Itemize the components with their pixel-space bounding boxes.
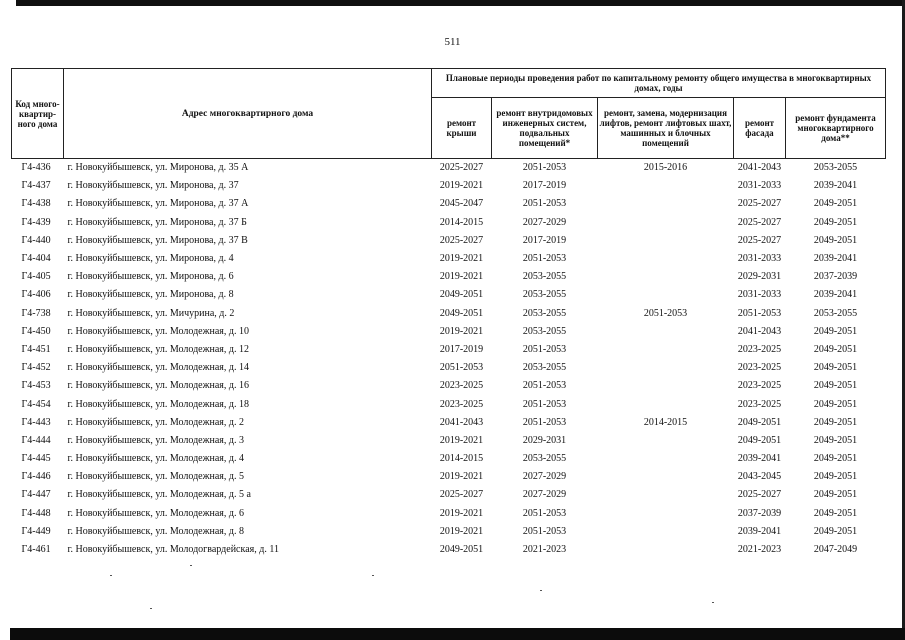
table-row (12, 505, 886, 523)
cell-roof: 2045-2047 (439, 198, 484, 210)
cell-systems: 2051-2053 (522, 507, 567, 519)
cell-address: г. Новокуйбышевск, ул. Молодогвардейская, д. 11 (67, 544, 279, 556)
cell-roof: 2049-2051 (439, 289, 484, 301)
table-row (12, 159, 886, 178)
cell-foundation: 2053-2055 (813, 307, 858, 319)
cell-roof: 2019-2021 (439, 434, 484, 446)
cell-elevators (598, 195, 734, 213)
cell-facade: 2031-2033 (737, 289, 782, 301)
cell-roof: 2019-2021 (439, 271, 484, 283)
cell-foundation: 2039-2041 (813, 180, 858, 192)
cell-systems: 2053-2055 (522, 271, 567, 283)
cell-address: г. Новокуйбышевск, ул. Миронова, д. 37 Б (67, 216, 247, 228)
cell-foundation: 2049-2051 (813, 380, 858, 392)
cell-systems: 2017-2019 (522, 234, 567, 246)
cell-facade: 2029-2031 (737, 271, 782, 283)
cell-foundation: 2049-2051 (813, 198, 858, 210)
cell-facade: 2037-2039 (737, 507, 782, 519)
cell-foundation: 2037-2039 (813, 271, 858, 283)
header-facade: ремонт фасада (734, 98, 786, 159)
cell-code: Г4-406 (21, 289, 51, 301)
cell-facade: 2049-2051 (737, 416, 782, 428)
header-work-periods: Плановые периоды проведения работ по капитальному ремонту общего имущества в многоквартирных домах, годы (432, 69, 886, 98)
cell-code: Г4-443 (21, 416, 51, 428)
cell-code: Г4-436 (21, 162, 51, 174)
cell-roof: 2017-2019 (439, 343, 484, 355)
header-code: Код много-квартир-ного дома (12, 69, 64, 159)
cell-elevators (598, 450, 734, 468)
cell-systems: 2017-2019 (522, 180, 567, 192)
cell-elevators (598, 268, 734, 286)
cell-elevators (598, 359, 734, 377)
cell-facade: 2023-2025 (737, 380, 782, 392)
table-row (12, 414, 886, 432)
cell-roof: 2023-2025 (439, 398, 484, 410)
cell-roof: 2019-2021 (439, 525, 484, 537)
cell-systems: 2021-2023 (522, 544, 567, 556)
capital-repair-schedule-table (11, 68, 886, 559)
cell-elevators (598, 486, 734, 504)
cell-systems: 2051-2053 (522, 398, 567, 410)
cell-roof: 2014-2015 (439, 453, 484, 465)
cell-systems: 2051-2053 (522, 525, 567, 537)
table-row (12, 177, 886, 195)
cell-systems: 2051-2053 (522, 253, 567, 265)
cell-code: Г4-738 (21, 307, 51, 319)
cell-foundation: 2049-2051 (813, 362, 858, 374)
cell-foundation: 2039-2041 (813, 253, 858, 265)
cell-elevators (598, 250, 734, 268)
cell-roof: 2023-2025 (439, 380, 484, 392)
cell-facade: 2041-2043 (737, 162, 782, 174)
cell-code: Г4-452 (21, 362, 51, 374)
table-row (12, 359, 886, 377)
cell-facade: 2023-2025 (737, 398, 782, 410)
cell-address: г. Новокуйбышевск, ул. Молодежная, д. 14 (67, 362, 249, 374)
cell-elevators: 2015-2016 (643, 162, 688, 174)
cell-address: г. Новокуйбышевск, ул. Молодежная, д. 6 (67, 507, 244, 519)
cell-systems: 2027-2029 (522, 489, 567, 501)
cell-address: г. Новокуйбышевск, ул. Молодежная, д. 10 (67, 325, 249, 337)
table-row (12, 214, 886, 232)
cell-roof: 2049-2051 (439, 544, 484, 556)
cell-address: г. Новокуйбышевск, ул. Миронова, д. 8 (67, 289, 234, 301)
cell-code: Г4-450 (21, 325, 51, 337)
cell-roof: 2019-2021 (439, 471, 484, 483)
cell-code: Г4-453 (21, 380, 51, 392)
cell-facade: 2039-2041 (737, 525, 782, 537)
cell-foundation: 2053-2055 (813, 162, 858, 174)
cell-facade: 2031-2033 (737, 180, 782, 192)
table-row (12, 286, 886, 304)
cell-code: Г4-461 (21, 544, 51, 556)
scan-border-bottom (10, 628, 905, 640)
cell-elevators (598, 541, 734, 559)
cell-elevators (598, 286, 734, 304)
cell-systems: 2051-2053 (522, 198, 567, 210)
cell-roof: 2019-2021 (439, 253, 484, 265)
cell-code: Г4-440 (21, 234, 51, 246)
cell-code: Г4-446 (21, 471, 51, 483)
table-row (12, 486, 886, 504)
cell-elevators (598, 177, 734, 195)
cell-address: г. Новокуйбышевск, ул. Молодежная, д. 5 (67, 471, 244, 483)
cell-facade: 2023-2025 (737, 362, 782, 374)
table-row (12, 523, 886, 541)
cell-systems: 2051-2053 (522, 416, 567, 428)
cell-address: г. Новокуйбышевск, ул. Миронова, д. 6 (67, 271, 234, 283)
cell-code: Г4-447 (21, 489, 51, 501)
cell-facade: 2025-2027 (737, 198, 782, 210)
cell-elevators (598, 432, 734, 450)
cell-elevators (598, 377, 734, 395)
cell-address: г. Новокуйбышевск, ул. Молодежная, д. 2 (67, 416, 244, 428)
table-row (12, 268, 886, 286)
cell-address: г. Новокуйбышевск, ул. Миронова, д. 37 В (67, 234, 248, 246)
cell-facade: 2051-2053 (737, 307, 782, 319)
cell-code: Г4-438 (21, 198, 51, 210)
cell-code: Г4-448 (21, 507, 51, 519)
cell-code: Г4-451 (21, 343, 51, 355)
cell-roof: 2019-2021 (439, 180, 484, 192)
cell-foundation: 2049-2051 (813, 471, 858, 483)
cell-foundation: 2039-2041 (813, 289, 858, 301)
cell-foundation: 2049-2051 (813, 343, 858, 355)
cell-code: Г4-454 (21, 398, 51, 410)
cell-systems: 2027-2029 (522, 471, 567, 483)
cell-systems: 2029-2031 (522, 434, 567, 446)
cell-foundation: 2049-2051 (813, 398, 858, 410)
cell-foundation: 2049-2051 (813, 434, 858, 446)
scan-border-top (16, 0, 903, 6)
cell-facade: 2041-2043 (737, 325, 782, 337)
cell-address: г. Новокуйбышевск, ул. Мичурина, д. 2 (67, 307, 235, 319)
cell-foundation: 2049-2051 (813, 507, 858, 519)
header-elevators: ремонт, замена, модернизация лифтов, ремонт лифтовых шахт, машинных и блочных помещений (598, 98, 734, 159)
cell-address: г. Новокуйбышевск, ул. Миронова, д. 4 (67, 253, 234, 265)
cell-roof: 2049-2051 (439, 307, 484, 319)
cell-elevators: 2014-2015 (643, 416, 688, 428)
cell-facade: 2021-2023 (737, 544, 782, 556)
cell-facade: 2043-2045 (737, 471, 782, 483)
cell-address: г. Новокуйбышевск, ул. Молодежная, д. 8 (67, 525, 244, 537)
cell-systems: 2027-2029 (522, 216, 567, 228)
cell-elevators: 2051-2053 (643, 307, 688, 319)
cell-code: Г4-439 (21, 216, 51, 228)
cell-foundation: 2049-2051 (813, 416, 858, 428)
table-row (12, 305, 886, 323)
cell-address: г. Новокуйбышевск, ул. Молодежная, д. 4 (67, 453, 244, 465)
table-row (12, 341, 886, 359)
table-row (12, 323, 886, 341)
table-row (12, 468, 886, 486)
cell-elevators (598, 523, 734, 541)
cell-systems: 2053-2055 (522, 307, 567, 319)
cell-roof: 2041-2043 (439, 416, 484, 428)
cell-elevators (598, 214, 734, 232)
cell-roof: 2014-2015 (439, 216, 484, 228)
cell-address: г. Новокуйбышевск, ул. Миронова, д. 37 А (67, 198, 249, 210)
table-row (12, 195, 886, 213)
cell-foundation: 2049-2051 (813, 489, 858, 501)
cell-code: Г4-437 (21, 180, 51, 192)
cell-foundation: 2049-2051 (813, 525, 858, 537)
cell-facade: 2039-2041 (737, 453, 782, 465)
cell-code: Г4-445 (21, 453, 51, 465)
cell-foundation: 2047-2049 (813, 544, 858, 556)
cell-elevators (598, 232, 734, 250)
cell-roof: 2051-2053 (439, 362, 484, 374)
table-header (12, 69, 886, 159)
cell-elevators (598, 468, 734, 486)
cell-systems: 2051-2053 (522, 162, 567, 174)
header-address: Адрес многоквартирного дома (64, 69, 432, 159)
cell-code: Г4-404 (21, 253, 51, 265)
cell-systems: 2053-2055 (522, 325, 567, 337)
table-row (12, 541, 886, 559)
cell-elevators (598, 323, 734, 341)
table-row (12, 432, 886, 450)
table-row (12, 395, 886, 413)
cell-address: г. Новокуйбышевск, ул. Молодежная, д. 12 (67, 343, 249, 355)
cell-roof: 2025-2027 (439, 234, 484, 246)
table-row (12, 450, 886, 468)
cell-facade: 2023-2025 (737, 343, 782, 355)
header-roof: ремонт крыши (432, 98, 492, 159)
cell-systems: 2053-2055 (522, 453, 567, 465)
cell-systems: 2051-2053 (522, 343, 567, 355)
cell-code: Г4-405 (21, 271, 51, 283)
header-foundation: ремонт фундамента многоквартирного дома** (786, 98, 886, 159)
cell-elevators (598, 505, 734, 523)
cell-address: г. Новокуйбышевск, ул. Молодежная, д. 16 (67, 380, 249, 392)
header-systems: ремонт внутридомовых инженерных систем, подвальных помещений* (492, 98, 598, 159)
cell-code: Г4-444 (21, 434, 51, 446)
cell-systems: 2053-2055 (522, 289, 567, 301)
cell-elevators (598, 395, 734, 413)
cell-code: Г4-449 (21, 525, 51, 537)
cell-roof: 2025-2027 (439, 489, 484, 501)
cell-foundation: 2049-2051 (813, 453, 858, 465)
cell-address: г. Новокуйбышевск, ул. Миронова, д. 37 (67, 180, 239, 192)
cell-systems: 2053-2055 (522, 362, 567, 374)
table-body (12, 159, 886, 560)
cell-elevators (598, 341, 734, 359)
table-row (12, 232, 886, 250)
cell-facade: 2025-2027 (737, 216, 782, 228)
cell-address: г. Новокуйбышевск, ул. Молодежная, д. 3 (67, 434, 244, 446)
cell-address: г. Новокуйбышевск, ул. Молодежная, д. 18 (67, 398, 249, 410)
table-row (12, 377, 886, 395)
cell-facade: 2049-2051 (737, 434, 782, 446)
cell-address: г. Новокуйбышевск, ул. Миронова, д. 35 А (67, 162, 249, 174)
cell-roof: 2019-2021 (439, 325, 484, 337)
cell-roof: 2019-2021 (439, 507, 484, 519)
cell-roof: 2025-2027 (439, 162, 484, 174)
cell-foundation: 2049-2051 (813, 325, 858, 337)
table-row (12, 250, 886, 268)
page-number: 511 (444, 36, 461, 48)
cell-facade: 2025-2027 (737, 234, 782, 246)
cell-foundation: 2049-2051 (813, 216, 858, 228)
cell-systems: 2051-2053 (522, 380, 567, 392)
cell-foundation: 2049-2051 (813, 234, 858, 246)
cell-facade: 2031-2033 (737, 253, 782, 265)
cell-facade: 2025-2027 (737, 489, 782, 501)
cell-address: г. Новокуйбышевск, ул. Молодежная, д. 5 а (67, 489, 251, 501)
